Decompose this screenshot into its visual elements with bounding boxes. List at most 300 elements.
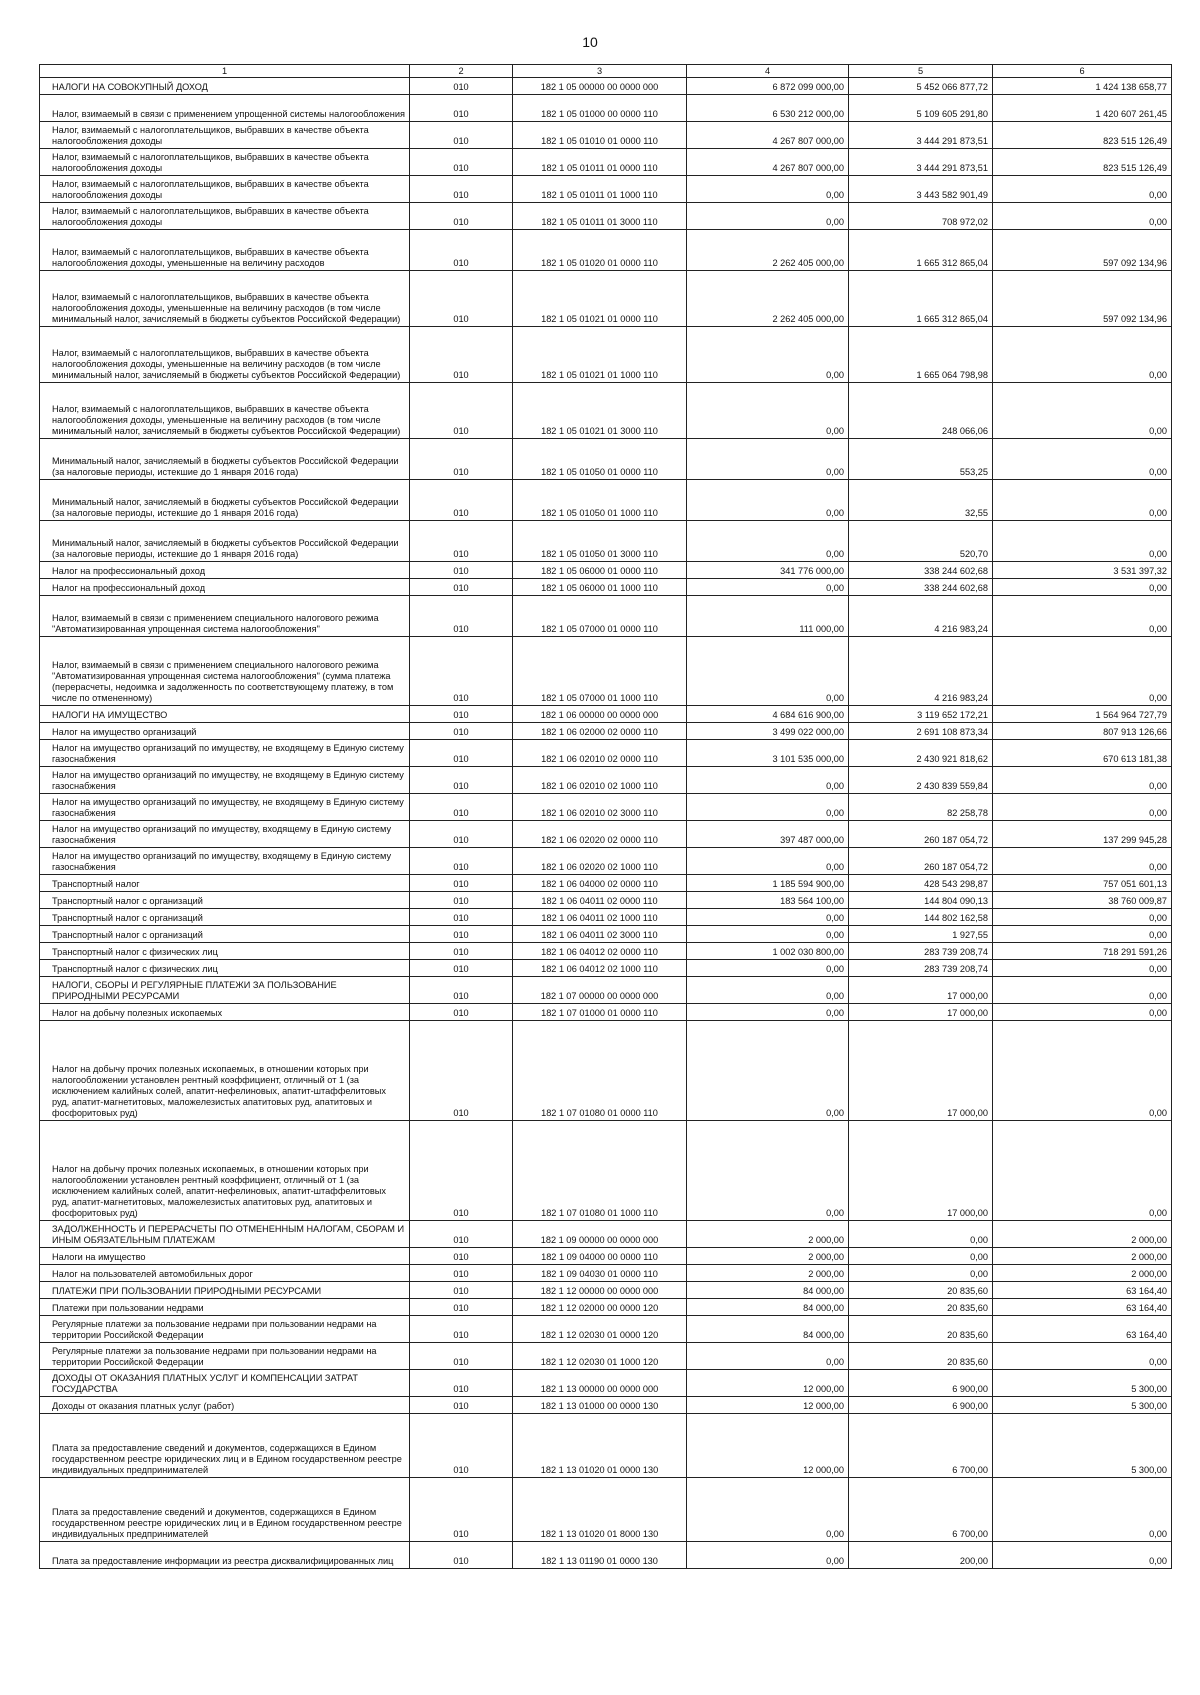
row-name: Налог, взимаемый с налогоплательщиков, выбравших в качестве объекта налогообложения доходы, уменьшенные на величину расходов (в том числе минимальный налог, зачисляемый в бюджеты субъектов Российской Федерации) (40, 383, 410, 439)
row-executed-amount: 200,00 (849, 1542, 993, 1569)
row-line-code: 010 (410, 706, 513, 723)
row-planned-amount: 0,00 (687, 176, 849, 203)
table-row (40, 1265, 1172, 1282)
row-executed-amount: 4 216 983,24 (849, 637, 993, 706)
table-row (40, 926, 1172, 943)
row-name: НАЛОГИ, СБОРЫ И РЕГУЛЯРНЫЕ ПЛАТЕЖИ ЗА ПОЛЬЗОВАНИЕ ПРИРОДНЫМИ РЕСУРСАМИ (40, 977, 410, 1004)
table-row (40, 1343, 1172, 1370)
row-budget-code: 182 1 07 01080 01 0000 110 (513, 1021, 687, 1121)
row-name: Минимальный налог, зачисляемый в бюджеты субъектов Российской Федерации (за налоговые периоды, истекшие до 1 января 2016 года) (40, 439, 410, 480)
row-planned-amount: 0,00 (687, 767, 849, 794)
row-remaining-amount: 1 564 964 727,79 (993, 706, 1172, 723)
row-line-code: 010 (410, 977, 513, 1004)
row-name: Налог на добычу прочих полезных ископаемых, в отношении которых при налогообложении установлен рентный коэффициент, отличный от 1 (за исключением калийных солей, апатит-нефелиновых, апатит-штаффелитовых руд, апатит-магнетитовых, маложелезистых апатитовых руд, апатитовых и фосфоритовых руд) (40, 1021, 410, 1121)
row-planned-amount: 3 499 022 000,00 (687, 723, 849, 740)
row-line-code: 010 (410, 1004, 513, 1021)
row-budget-code: 182 1 06 04000 02 0000 110 (513, 875, 687, 892)
row-remaining-amount: 0,00 (993, 637, 1172, 706)
column-number: 1 (40, 65, 410, 78)
table-row (40, 1299, 1172, 1316)
table-row (40, 637, 1172, 706)
row-line-code: 010 (410, 1316, 513, 1343)
row-executed-amount: 3 119 652 172,21 (849, 706, 993, 723)
table-row (40, 767, 1172, 794)
row-name: Налог, взимаемый с налогоплательщиков, выбравших в качестве объекта налогообложения доходы (40, 122, 410, 149)
row-budget-code: 182 1 13 01020 01 0000 130 (513, 1414, 687, 1478)
row-name: Платежи при пользовании недрами (40, 1299, 410, 1316)
row-executed-amount: 17 000,00 (849, 1121, 993, 1221)
row-line-code: 010 (410, 794, 513, 821)
row-name: НАЛОГИ НА ИМУЩЕСТВО (40, 706, 410, 723)
row-executed-amount: 1 665 064 798,98 (849, 327, 993, 383)
row-executed-amount: 708 972,02 (849, 203, 993, 230)
row-budget-code: 182 1 13 00000 00 0000 000 (513, 1370, 687, 1397)
row-remaining-amount: 0,00 (993, 521, 1172, 562)
row-name: Налог на имущество организаций по имуществу, не входящему в Единую систему газоснабжения (40, 794, 410, 821)
row-planned-amount: 6 872 099 000,00 (687, 78, 849, 95)
row-budget-code: 182 1 06 02010 02 0000 110 (513, 740, 687, 767)
table-row (40, 579, 1172, 596)
table-row (40, 821, 1172, 848)
table-row (40, 794, 1172, 821)
column-number-row (40, 65, 1172, 78)
row-line-code: 010 (410, 271, 513, 327)
row-remaining-amount: 63 164,40 (993, 1282, 1172, 1299)
row-budget-code: 182 1 06 04012 02 1000 110 (513, 960, 687, 977)
table-row (40, 562, 1172, 579)
row-budget-code: 182 1 06 02020 02 1000 110 (513, 848, 687, 875)
row-name: Транспортный налог с физических лиц (40, 960, 410, 977)
row-line-code: 010 (410, 383, 513, 439)
row-budget-code: 182 1 05 01021 01 0000 110 (513, 271, 687, 327)
row-remaining-amount: 0,00 (993, 1478, 1172, 1542)
row-remaining-amount: 823 515 126,49 (993, 122, 1172, 149)
row-name: Налог на добычу прочих полезных ископаемых, в отношении которых при налогообложении установлен рентный коэффициент, отличный от 1 (за исключением калийных солей, апатит-нефелиновых, апатит-штаффелитовых руд, апатит-магнетитовых, маложелезистых апатитовых руд, апатитовых и фосфоритовых руд) (40, 1121, 410, 1221)
row-executed-amount: 1 665 312 865,04 (849, 230, 993, 271)
row-planned-amount: 2 262 405 000,00 (687, 271, 849, 327)
table-row (40, 230, 1172, 271)
row-planned-amount: 2 000,00 (687, 1265, 849, 1282)
row-line-code: 010 (410, 480, 513, 521)
row-remaining-amount: 670 613 181,38 (993, 740, 1172, 767)
row-planned-amount: 111 000,00 (687, 596, 849, 637)
row-planned-amount: 341 776 000,00 (687, 562, 849, 579)
row-line-code: 010 (410, 579, 513, 596)
row-budget-code: 182 1 07 01080 01 1000 110 (513, 1121, 687, 1221)
row-line-code: 010 (410, 848, 513, 875)
row-executed-amount: 6 700,00 (849, 1478, 993, 1542)
table-row (40, 1397, 1172, 1414)
row-remaining-amount: 0,00 (993, 203, 1172, 230)
row-name: Налог на имущество организаций по имуществу, входящему в Единую систему газоснабжения (40, 821, 410, 848)
row-executed-amount: 20 835,60 (849, 1299, 993, 1316)
row-remaining-amount: 137 299 945,28 (993, 821, 1172, 848)
row-planned-amount: 183 564 100,00 (687, 892, 849, 909)
table-row (40, 78, 1172, 95)
table-row (40, 1282, 1172, 1299)
row-budget-code: 182 1 05 01050 01 3000 110 (513, 521, 687, 562)
row-executed-amount: 2 430 839 559,84 (849, 767, 993, 794)
row-budget-code: 182 1 05 01011 01 3000 110 (513, 203, 687, 230)
row-remaining-amount: 5 300,00 (993, 1370, 1172, 1397)
row-budget-code: 182 1 06 00000 00 0000 000 (513, 706, 687, 723)
row-name: Налог, взимаемый с налогоплательщиков, выбравших в качестве объекта налогообложения доходы (40, 149, 410, 176)
row-remaining-amount: 0,00 (993, 1121, 1172, 1221)
row-remaining-amount: 0,00 (993, 1343, 1172, 1370)
row-line-code: 010 (410, 521, 513, 562)
row-line-code: 010 (410, 439, 513, 480)
row-executed-amount: 283 739 208,74 (849, 943, 993, 960)
row-line-code: 010 (410, 1248, 513, 1265)
row-name: Налог, взимаемый с налогоплательщиков, выбравших в качестве объекта налогообложения доходы (40, 176, 410, 203)
row-planned-amount: 0,00 (687, 1021, 849, 1121)
row-name: Налог на имущество организаций по имуществу, не входящему в Единую систему газоснабжения (40, 740, 410, 767)
row-budget-code: 182 1 12 00000 00 0000 000 (513, 1282, 687, 1299)
row-remaining-amount: 2 000,00 (993, 1221, 1172, 1248)
row-line-code: 010 (410, 1282, 513, 1299)
row-line-code: 010 (410, 176, 513, 203)
table-row (40, 439, 1172, 480)
row-line-code: 010 (410, 1221, 513, 1248)
row-line-code: 010 (410, 596, 513, 637)
row-budget-code: 182 1 07 00000 00 0000 000 (513, 977, 687, 1004)
row-name: Плата за предоставление сведений и документов, содержащихся в Едином государственном реестре юридических лиц и в Едином государственном реестре индивидуальных предпринимателей (40, 1478, 410, 1542)
row-line-code: 010 (410, 327, 513, 383)
row-executed-amount: 3 444 291 873,51 (849, 122, 993, 149)
row-budget-code: 182 1 05 00000 00 0000 000 (513, 78, 687, 95)
row-budget-code: 182 1 06 04011 02 1000 110 (513, 909, 687, 926)
revenue-table (39, 64, 1172, 1569)
row-planned-amount: 84 000,00 (687, 1299, 849, 1316)
row-name: Транспортный налог с организаций (40, 926, 410, 943)
row-executed-amount: 1 665 312 865,04 (849, 271, 993, 327)
row-executed-amount: 0,00 (849, 1248, 993, 1265)
table-row (40, 977, 1172, 1004)
row-name: Транспортный налог с физических лиц (40, 943, 410, 960)
table-row (40, 1316, 1172, 1343)
row-executed-amount: 144 802 162,58 (849, 909, 993, 926)
row-remaining-amount: 5 300,00 (993, 1414, 1172, 1478)
row-name: Плата за предоставление информации из реестра дисквалифицированных лиц (40, 1542, 410, 1569)
row-name: Транспортный налог (40, 875, 410, 892)
row-budget-code: 182 1 06 02000 02 0000 110 (513, 723, 687, 740)
row-name: Налог, взимаемый в связи с применением специального налогового режима "Автоматизированная упрощенная система налогообложения" (сумма платежа (перерасчеты, недоимка и задолженность по соответствующему платежу, в том числе по отмененному) (40, 637, 410, 706)
row-budget-code: 182 1 05 07000 01 0000 110 (513, 596, 687, 637)
row-remaining-amount: 0,00 (993, 926, 1172, 943)
row-name: Налог на имущество организаций (40, 723, 410, 740)
row-name: Налог на имущество организаций по имуществу, не входящему в Единую систему газоснабжения (40, 767, 410, 794)
row-executed-amount: 0,00 (849, 1221, 993, 1248)
row-line-code: 010 (410, 203, 513, 230)
row-line-code: 010 (410, 1021, 513, 1121)
row-name: Регулярные платежи за пользование недрами при пользовании недрами на территории Российской Федерации (40, 1316, 410, 1343)
row-name: ПЛАТЕЖИ ПРИ ПОЛЬЗОВАНИИ ПРИРОДНЫМИ РЕСУРСАМИ (40, 1282, 410, 1299)
row-name: Налог на пользователей автомобильных дорог (40, 1265, 410, 1282)
row-planned-amount: 0,00 (687, 521, 849, 562)
row-budget-code: 182 1 05 01011 01 0000 110 (513, 149, 687, 176)
table-row (40, 176, 1172, 203)
row-planned-amount: 0,00 (687, 977, 849, 1004)
table-row (40, 848, 1172, 875)
row-planned-amount: 0,00 (687, 203, 849, 230)
row-remaining-amount: 757 051 601,13 (993, 875, 1172, 892)
row-budget-code: 182 1 13 01000 00 0000 130 (513, 1397, 687, 1414)
row-planned-amount: 4 684 616 900,00 (687, 706, 849, 723)
table-row (40, 943, 1172, 960)
row-budget-code: 182 1 07 01000 01 0000 110 (513, 1004, 687, 1021)
row-executed-amount: 17 000,00 (849, 977, 993, 1004)
row-name: НАЛОГИ НА СОВОКУПНЫЙ ДОХОД (40, 78, 410, 95)
row-budget-code: 182 1 13 01020 01 8000 130 (513, 1478, 687, 1542)
row-budget-code: 182 1 06 02010 02 3000 110 (513, 794, 687, 821)
row-name: Регулярные платежи за пользование недрами при пользовании недрами на территории Российской Федерации (40, 1343, 410, 1370)
row-name: Налог, взимаемый с налогоплательщиков, выбравших в качестве объекта налогообложения доходы, уменьшенные на величину расходов (в том числе минимальный налог, зачисляемый в бюджеты субъектов Российской Федерации) (40, 327, 410, 383)
row-budget-code: 182 1 12 02000 00 0000 120 (513, 1299, 687, 1316)
table-row (40, 740, 1172, 767)
row-executed-amount: 6 900,00 (849, 1370, 993, 1397)
row-budget-code: 182 1 05 01000 00 0000 110 (513, 95, 687, 122)
row-remaining-amount: 0,00 (993, 1021, 1172, 1121)
column-number: 3 (513, 65, 687, 78)
row-remaining-amount: 597 092 134,96 (993, 271, 1172, 327)
row-line-code: 010 (410, 723, 513, 740)
page-number: 10 (582, 34, 598, 50)
row-executed-amount: 520,70 (849, 521, 993, 562)
row-remaining-amount: 0,00 (993, 1004, 1172, 1021)
row-line-code: 010 (410, 78, 513, 95)
row-planned-amount: 3 101 535 000,00 (687, 740, 849, 767)
row-planned-amount: 84 000,00 (687, 1316, 849, 1343)
row-line-code: 010 (410, 926, 513, 943)
row-name: Налог, взимаемый в связи с применением упрощенной системы налогообложения (40, 95, 410, 122)
row-remaining-amount: 0,00 (993, 579, 1172, 596)
table-row (40, 909, 1172, 926)
row-planned-amount: 397 487 000,00 (687, 821, 849, 848)
row-executed-amount: 5 452 066 877,72 (849, 78, 993, 95)
row-executed-amount: 3 444 291 873,51 (849, 149, 993, 176)
row-name: Транспортный налог с организаций (40, 909, 410, 926)
row-planned-amount: 12 000,00 (687, 1370, 849, 1397)
row-remaining-amount: 1 424 138 658,77 (993, 78, 1172, 95)
row-executed-amount: 144 804 090,13 (849, 892, 993, 909)
row-planned-amount: 12 000,00 (687, 1397, 849, 1414)
table-row (40, 596, 1172, 637)
row-executed-amount: 17 000,00 (849, 1021, 993, 1121)
table-row (40, 271, 1172, 327)
row-line-code: 010 (410, 1397, 513, 1414)
row-budget-code: 182 1 12 02030 01 1000 120 (513, 1343, 687, 1370)
row-planned-amount: 2 000,00 (687, 1248, 849, 1265)
row-planned-amount: 4 267 807 000,00 (687, 149, 849, 176)
row-planned-amount: 1 002 030 800,00 (687, 943, 849, 960)
row-executed-amount: 428 543 298,87 (849, 875, 993, 892)
row-name: Плата за предоставление сведений и документов, содержащихся в Едином государственном реестре юридических лиц и в Едином государственном реестре индивидуальных предпринимателей (40, 1414, 410, 1478)
row-line-code: 010 (410, 230, 513, 271)
row-line-code: 010 (410, 1478, 513, 1542)
row-name: Налог на добычу полезных ископаемых (40, 1004, 410, 1021)
table-row (40, 149, 1172, 176)
row-name: Налоги на имущество (40, 1248, 410, 1265)
row-planned-amount: 0,00 (687, 383, 849, 439)
row-planned-amount: 2 000,00 (687, 1221, 849, 1248)
row-executed-amount: 32,55 (849, 480, 993, 521)
table-body (40, 65, 1172, 1569)
row-planned-amount: 1 185 594 900,00 (687, 875, 849, 892)
column-number: 2 (410, 65, 513, 78)
row-budget-code: 182 1 05 01011 01 1000 110 (513, 176, 687, 203)
column-number: 5 (849, 65, 993, 78)
row-executed-amount: 20 835,60 (849, 1282, 993, 1299)
row-name: Минимальный налог, зачисляемый в бюджеты субъектов Российской Федерации (за налоговые периоды, истекшие до 1 января 2016 года) (40, 521, 410, 562)
row-budget-code: 182 1 05 06000 01 1000 110 (513, 579, 687, 596)
table-row (40, 960, 1172, 977)
table-row (40, 203, 1172, 230)
row-name: Налог на профессиональный доход (40, 579, 410, 596)
table-row (40, 1004, 1172, 1021)
row-remaining-amount: 1 420 607 261,45 (993, 95, 1172, 122)
row-line-code: 010 (410, 1414, 513, 1478)
row-budget-code: 182 1 05 01010 01 0000 110 (513, 122, 687, 149)
table-row (40, 1221, 1172, 1248)
row-budget-code: 182 1 06 04011 02 0000 110 (513, 892, 687, 909)
row-planned-amount: 0,00 (687, 909, 849, 926)
row-remaining-amount: 63 164,40 (993, 1299, 1172, 1316)
row-remaining-amount: 823 515 126,49 (993, 149, 1172, 176)
row-executed-amount: 553,25 (849, 439, 993, 480)
row-budget-code: 182 1 13 01190 01 0000 130 (513, 1542, 687, 1569)
row-budget-code: 182 1 05 06000 01 0000 110 (513, 562, 687, 579)
table-row (40, 1021, 1172, 1121)
row-budget-code: 182 1 09 04030 01 0000 110 (513, 1265, 687, 1282)
table-row (40, 1478, 1172, 1542)
table-row (40, 521, 1172, 562)
row-budget-code: 182 1 05 01050 01 0000 110 (513, 439, 687, 480)
row-planned-amount: 0,00 (687, 926, 849, 943)
row-remaining-amount: 0,00 (993, 977, 1172, 1004)
row-planned-amount: 2 262 405 000,00 (687, 230, 849, 271)
row-remaining-amount: 0,00 (993, 327, 1172, 383)
row-line-code: 010 (410, 943, 513, 960)
row-remaining-amount: 0,00 (993, 848, 1172, 875)
row-planned-amount: 0,00 (687, 1004, 849, 1021)
row-executed-amount: 17 000,00 (849, 1004, 993, 1021)
row-budget-code: 182 1 09 00000 00 0000 000 (513, 1221, 687, 1248)
row-remaining-amount: 0,00 (993, 767, 1172, 794)
row-remaining-amount: 0,00 (993, 480, 1172, 521)
table-row (40, 892, 1172, 909)
table-row (40, 1414, 1172, 1478)
row-planned-amount: 12 000,00 (687, 1414, 849, 1478)
row-executed-amount: 20 835,60 (849, 1343, 993, 1370)
row-executed-amount: 338 244 602,68 (849, 579, 993, 596)
row-planned-amount: 0,00 (687, 579, 849, 596)
row-executed-amount: 338 244 602,68 (849, 562, 993, 579)
row-budget-code: 182 1 09 04000 00 0000 110 (513, 1248, 687, 1265)
row-line-code: 010 (410, 875, 513, 892)
row-executed-amount: 1 927,55 (849, 926, 993, 943)
row-planned-amount: 84 000,00 (687, 1282, 849, 1299)
row-executed-amount: 248 066,06 (849, 383, 993, 439)
row-line-code: 010 (410, 149, 513, 176)
table-row (40, 122, 1172, 149)
row-remaining-amount: 0,00 (993, 794, 1172, 821)
row-planned-amount: 0,00 (687, 480, 849, 521)
row-line-code: 010 (410, 767, 513, 794)
row-executed-amount: 82 258,78 (849, 794, 993, 821)
row-executed-amount: 2 430 921 818,62 (849, 740, 993, 767)
row-remaining-amount: 0,00 (993, 383, 1172, 439)
row-remaining-amount: 0,00 (993, 176, 1172, 203)
row-executed-amount: 6 700,00 (849, 1414, 993, 1478)
row-line-code: 010 (410, 1299, 513, 1316)
row-line-code: 010 (410, 1370, 513, 1397)
row-budget-code: 182 1 05 07000 01 1000 110 (513, 637, 687, 706)
row-name: Налог, взимаемый с налогоплательщиков, выбравших в качестве объекта налогообложения доходы, уменьшенные на величину расходов (40, 230, 410, 271)
row-remaining-amount: 0,00 (993, 596, 1172, 637)
row-planned-amount: 0,00 (687, 1542, 849, 1569)
row-name: Налог на имущество организаций по имуществу, входящему в Единую систему газоснабжения (40, 848, 410, 875)
table-row (40, 875, 1172, 892)
row-name: Минимальный налог, зачисляемый в бюджеты субъектов Российской Федерации (за налоговые периоды, истекшие до 1 января 2016 года) (40, 480, 410, 521)
row-line-code: 010 (410, 892, 513, 909)
row-planned-amount: 0,00 (687, 848, 849, 875)
row-planned-amount: 0,00 (687, 637, 849, 706)
row-line-code: 010 (410, 821, 513, 848)
row-executed-amount: 260 187 054,72 (849, 821, 993, 848)
table-row (40, 723, 1172, 740)
row-planned-amount: 4 267 807 000,00 (687, 122, 849, 149)
row-planned-amount: 0,00 (687, 1478, 849, 1542)
row-budget-code: 182 1 05 01050 01 1000 110 (513, 480, 687, 521)
table-row (40, 383, 1172, 439)
row-executed-amount: 0,00 (849, 1265, 993, 1282)
row-line-code: 010 (410, 1343, 513, 1370)
table-row (40, 95, 1172, 122)
table-row (40, 1121, 1172, 1221)
row-name: Налог, взимаемый с налогоплательщиков, выбравших в качестве объекта налогообложения доходы (40, 203, 410, 230)
row-name: Доходы от оказания платных услуг (работ) (40, 1397, 410, 1414)
row-remaining-amount: 0,00 (993, 439, 1172, 480)
row-budget-code: 182 1 06 04012 02 0000 110 (513, 943, 687, 960)
row-executed-amount: 2 691 108 873,34 (849, 723, 993, 740)
table-row (40, 327, 1172, 383)
row-executed-amount: 283 739 208,74 (849, 960, 993, 977)
row-line-code: 010 (410, 637, 513, 706)
row-remaining-amount: 3 531 397,32 (993, 562, 1172, 579)
row-name: Налог, взимаемый в связи с применением специального налогового режима "Автоматизированная упрощенная система налогообложения" (40, 596, 410, 637)
row-remaining-amount: 597 092 134,96 (993, 230, 1172, 271)
row-executed-amount: 6 900,00 (849, 1397, 993, 1414)
row-budget-code: 182 1 05 01021 01 1000 110 (513, 327, 687, 383)
row-executed-amount: 3 443 582 901,49 (849, 176, 993, 203)
row-executed-amount: 4 216 983,24 (849, 596, 993, 637)
column-number: 6 (993, 65, 1172, 78)
row-budget-code: 182 1 12 02030 01 0000 120 (513, 1316, 687, 1343)
row-budget-code: 182 1 06 02010 02 1000 110 (513, 767, 687, 794)
row-remaining-amount: 38 760 009,87 (993, 892, 1172, 909)
row-remaining-amount: 0,00 (993, 909, 1172, 926)
row-budget-code: 182 1 06 02020 02 0000 110 (513, 821, 687, 848)
row-executed-amount: 20 835,60 (849, 1316, 993, 1343)
row-remaining-amount: 5 300,00 (993, 1397, 1172, 1414)
row-planned-amount: 6 530 212 000,00 (687, 95, 849, 122)
row-planned-amount: 0,00 (687, 439, 849, 480)
table-row (40, 1248, 1172, 1265)
row-planned-amount: 0,00 (687, 1121, 849, 1221)
row-name: ДОХОДЫ ОТ ОКАЗАНИЯ ПЛАТНЫХ УСЛУГ И КОМПЕНСАЦИИ ЗАТРАТ ГОСУДАРСТВА (40, 1370, 410, 1397)
table-row (40, 706, 1172, 723)
row-line-code: 010 (410, 95, 513, 122)
